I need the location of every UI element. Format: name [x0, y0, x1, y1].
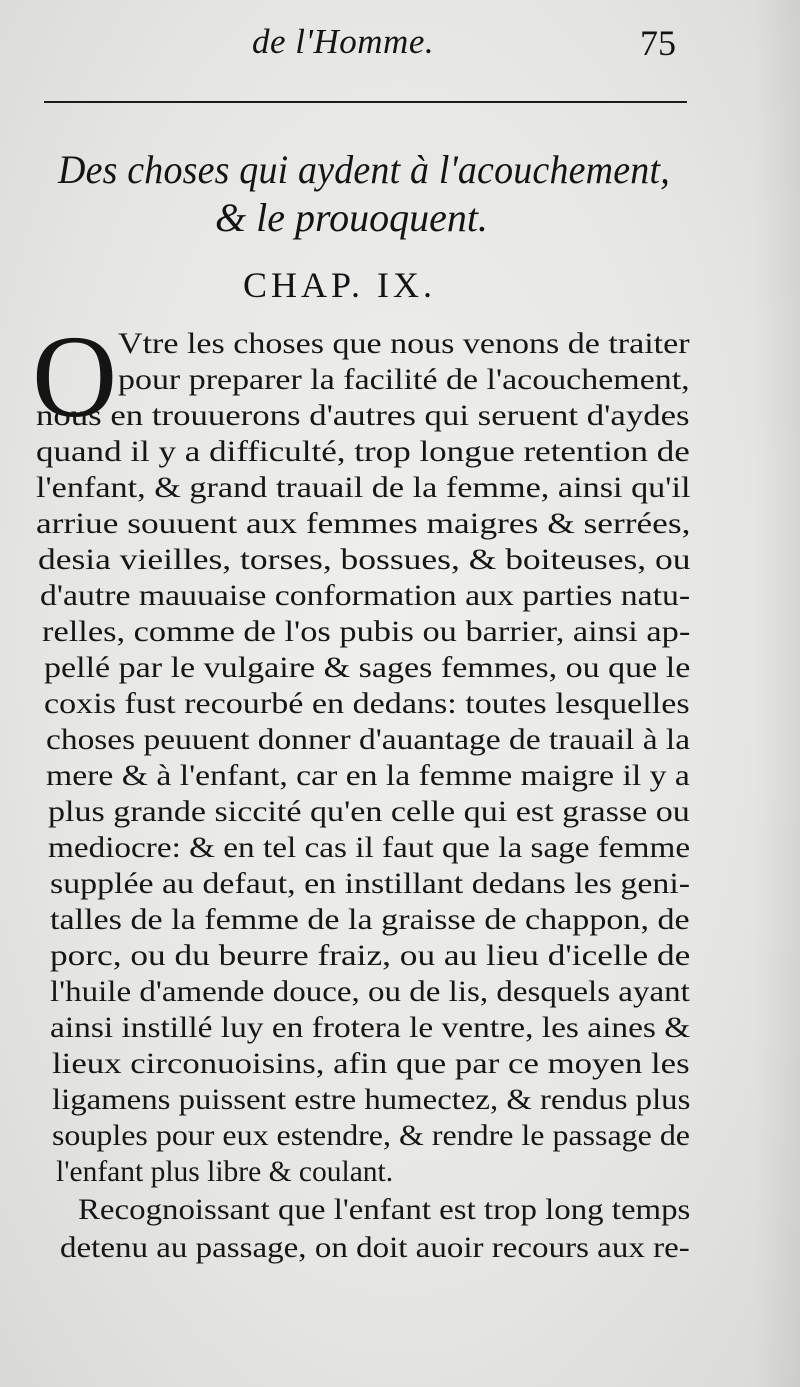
text-line: ligamens puissent estre humectez, & rendus plus: [52, 1084, 691, 1116]
running-head: de l'Homme.: [252, 22, 435, 61]
text-line: mediocre: & en tel cas il faut que la sage femme: [48, 832, 691, 864]
text-line: detenu au passage, on doit auoir recours aux re-: [60, 1232, 690, 1264]
text-line: porc, ou du beurre fraiz, ou au lieu d'icelle de: [50, 940, 691, 972]
text-line: plus grande siccité qu'en celle qui est grasse ou: [48, 796, 690, 828]
header-rule: [44, 101, 687, 103]
text-line: Vtre les choses que nous venons de traiter: [118, 328, 690, 360]
chapter-title-line-1: Des choses qui aydent à l'acouchement,: [58, 147, 670, 192]
text-line: talles de la femme de la graisse de chappon, de: [50, 904, 690, 936]
text-line: ainsi instillé luy en frotera le ventre, les aines &: [50, 1012, 691, 1044]
text-line: supplée au defaut, en instillant dedans les geni-: [50, 868, 691, 900]
text-line: choses peuuent donner d'auantage de trauail à la: [46, 724, 691, 756]
text-line: lieux circonuoisins, afin que par ce moyen les: [52, 1048, 690, 1080]
page-edge-shadow: [754, 0, 800, 1387]
drop-cap: O: [32, 311, 118, 442]
text-line: Recognoissant que l'enfant est trop long temps: [78, 1194, 691, 1226]
text-line: l'enfant plus libre & coulant.: [56, 1156, 394, 1188]
text-line: nous en trouuerons d'autres qui seruent d'aydes: [36, 400, 690, 432]
text-line: d'autre mauuaise conformation aux parties natu-: [40, 580, 691, 612]
text-line: l'enfant, & grand trauail de la femme, ainsi qu'il: [36, 472, 691, 504]
chapter-number: CHAP. IX.: [243, 265, 437, 305]
page-number: 75: [640, 23, 676, 63]
text-line: pellé par le vulgaire & sages femmes, ou que le: [44, 652, 691, 684]
chapter-title-line-2: & le prouoquent.: [215, 195, 488, 240]
text-line: l'huile d'amende douce, ou de lis, desquels ayant: [50, 976, 690, 1008]
text-line: pour preparer la facilité de l'acouchement,: [118, 364, 690, 396]
text-line: quand il y a difficulté, trop longue retention de: [36, 436, 690, 468]
text-line: relles, comme de l'os pubis ou barrier, ainsi ap-: [42, 616, 691, 648]
text-line: arriue souuent aux femmes maigres & serrées,: [36, 508, 691, 540]
text-line: mere & à l'enfant, car en la femme maigre il y a: [46, 760, 690, 792]
text-line: desia vieilles, torses, bossues, & boiteuses, ou: [38, 544, 691, 576]
text-line: souples pour eux estendre, & rendre le passage de: [52, 1120, 690, 1152]
text-line: coxis fust recourbé en dedans: toutes lesquelles: [44, 688, 690, 720]
